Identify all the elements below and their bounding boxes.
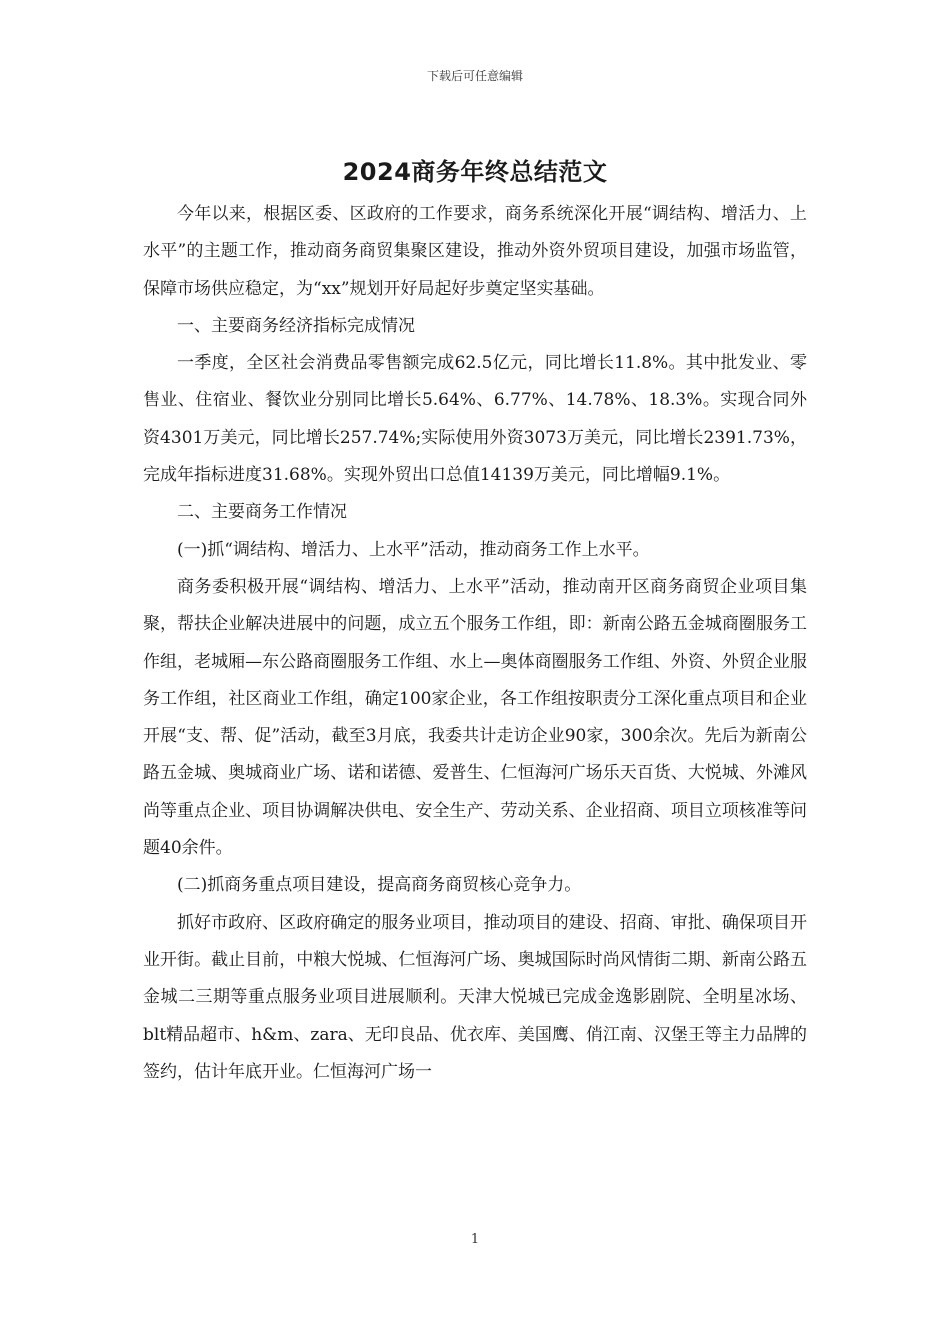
subsection-heading-1: (一)抓“调结构、增活力、上水平”活动，推动商务工作上水平。 [177,539,650,560]
header-note: 下载后可任意编辑 [426,69,523,83]
section-heading-1: 一、主要商务经济指标完成情况 [177,315,415,336]
page-number: 1 [470,1232,480,1247]
paragraph-intro: 今年以来，根据区委、区政府的工作要求，商务系统深化开展“调结构、增活力、上水平”的主题工作，推动商务商贸集聚区建设，推动外资外贸项目建设，加强市场监管，保障市场供应稳定，为“xx”规划开好局起好步奠定坚实基础。 [143,204,807,299]
document-title: 2024商务年终总结范文 [342,158,608,186]
paragraph-activities: 商务委积极开展“调结构、增活力、上水平”活动，推动南开区商务商贸企业项目集聚，帮扶企业解决进展中的问题，成立五个服务工作组，即：新南公路五金城商圈服务工作组，老城厢—东公路商圈服务工作组、水上—奥体商圈服务工作组、外资、外贸企业服务工作组，社区商业工作组，确定100家企业，各工作组按职责分工深化重点项目和企业开展“支、帮、促”活动，截至3月底，我委共计走访企业90家，300余次。先后为新南公路五金城、奥城商业广场、诺和诺德、爱普生、仁恒海河广场乐天百货、大悦城、外滩风尚等重点企业、项目协调解决供电、安全生产、劳动关系、企业招商、项目立项核准等问题40余件。 [143,576,807,859]
paragraph-projects: 抓好市政府、区政府确定的服务业项目，推动项目的建设、招商、审批、确保项目开业开街。截止目前，中粮大悦城、仁恒海河广场、奥城国际时尚风情街二期、新南公路五金城二三期等重点服务业项目进展顺利。天津大悦城已完成金逸影剧院、全明星冰场、blt精品超市、h&m、zara、无印良品、优衣库、美国鹰、俏江南、汉堡王等主力品牌的签约，估计年底开业。仁恒海河广场一 [143,912,807,1082]
document-body [143,196,807,1091]
paragraph-indicators: 一季度，全区社会消费品零售额完成62.5亿元，同比增长11.8%。其中批发业、零售业、住宿业、餐饮业分别同比增长5.64%、6.77%、14.78%、18.3%。实现合同外资4301万美元，同比增长257.74%;实际使用外资3073万美元，同比增长2391.73%，完成年指标进度31.68%。实现外贸出口总值14139万美元，同比增幅9.1%。 [143,353,807,486]
section-heading-2: 二、主要商务工作情况 [177,502,347,523]
subsection-heading-2: (二)抓商务重点项目建设，提高商务商贸核心竞争力。 [177,875,582,896]
